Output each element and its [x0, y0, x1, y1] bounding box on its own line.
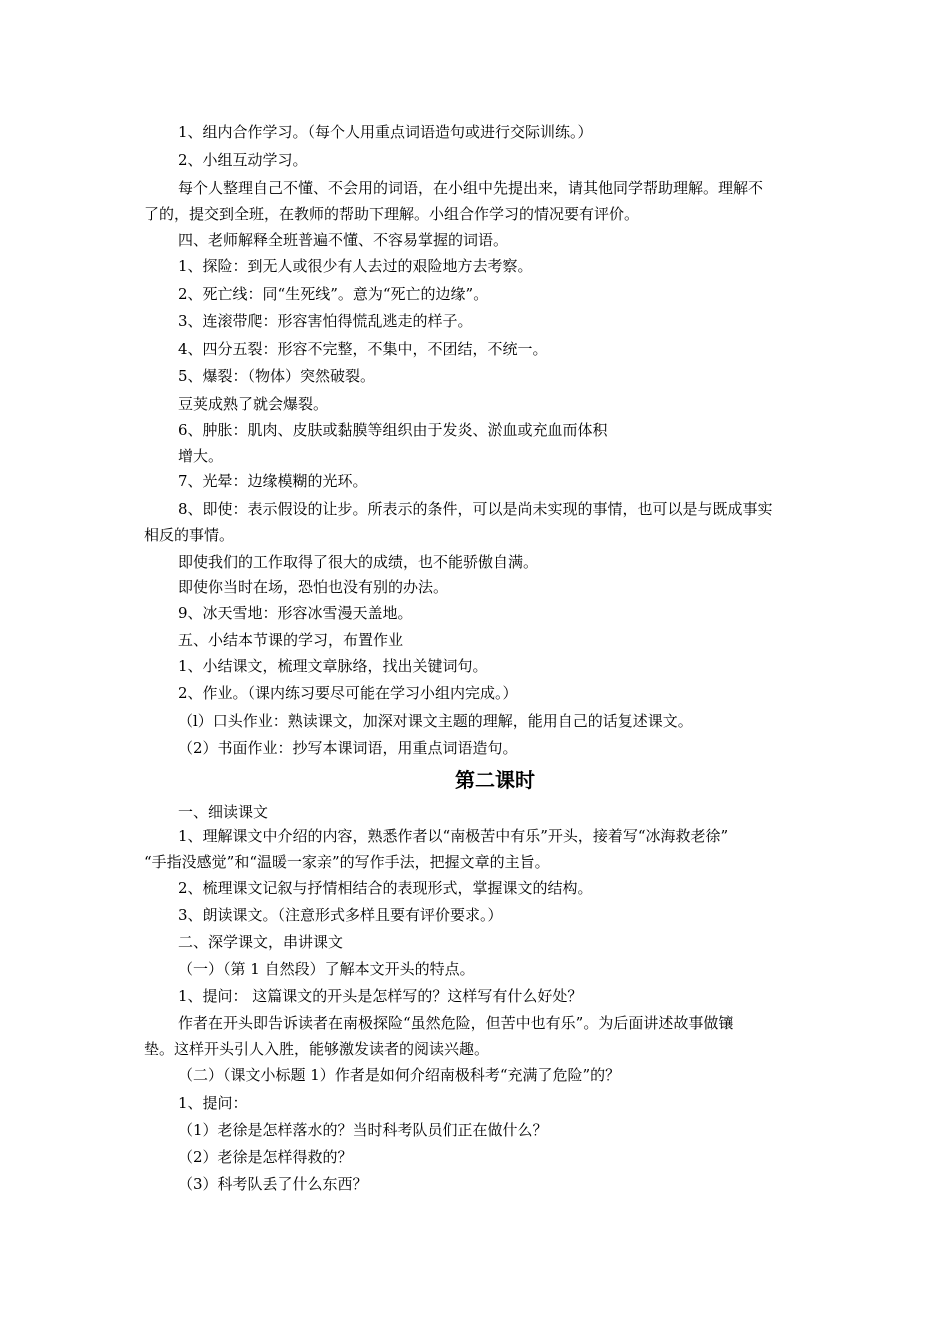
text-line: 每个人整理自己不懂、不会用的词语，在小组中先提出来，请其他同学帮助理解。理解不: [178, 179, 764, 197]
text-line: 作者在开头即告诉读者在南极探险“虽然危险，但苦中也有乐”。为后面讲述故事做镶: [178, 1014, 734, 1032]
text-line: 9、冰天雪地：形容冰雪漫天盖地。: [178, 604, 413, 622]
text-line: 1、探险：到无人或很少有人去过的艰险地方去考察。: [178, 257, 533, 275]
text-line: 相反的事情。: [144, 526, 235, 544]
text-line: 1、小结课文，梳理文章脉络，找出关键词句。: [178, 657, 488, 675]
text-line: 6、肿胀：肌肉、皮肤或黏膜等组织由于发炎、淤血或充血而体积: [178, 421, 608, 439]
text-line: （2）书面作业：抄写本课词语，用重点词语造句。: [178, 739, 518, 757]
text-line: 1、提问：: [178, 1094, 248, 1112]
text-line: 5、爆裂：（物体）突然破裂。: [178, 367, 376, 385]
text-line: 即使我们的工作取得了很大的成绩，也不能骄傲自满。: [178, 553, 539, 571]
text-line: （3）科考队丢了什么东西？: [178, 1175, 368, 1193]
text-line: （l）口头作业：熟读课文，加深对课文主题的理解，能用自己的话复述课文。: [178, 712, 693, 730]
text-line: （二）（课文小标题 1）作者是如何介绍南极科考“充满了危险”的？: [178, 1066, 621, 1084]
text-line: 2、小组互动学习。: [178, 151, 308, 169]
text-line: 4、四分五裂：形容不完整，不集中，不团结，不统一。: [178, 340, 548, 358]
text-line: 1、提问： 这篇课文的开头是怎样写的？这样写有什么好处？: [178, 987, 583, 1005]
text-line: “手指没感觉”和“温暖一家亲”的写作手法，把握文章的主旨。: [144, 853, 550, 871]
text-line: 四、老师解释全班普遍不懂、不容易掌握的词语。: [178, 231, 509, 249]
text-line: 2、作业。（课内练习要尽可能在学习小组内完成。）: [178, 684, 518, 702]
text-line: 2、死亡线：同“生死线”。意为“死亡的边缘”。: [178, 285, 489, 303]
text-line: 垫。这样开头引人入胜，能够激发读者的阅读兴趣。: [144, 1040, 490, 1058]
text-line: 了的，提交到全班，在教师的帮助下理解。小组合作学习的情况要有评价。: [144, 205, 640, 223]
text-line: 增大。: [178, 447, 224, 465]
text-line: 豆荚成熟了就会爆裂。: [178, 395, 329, 413]
text-line: 一、细读课文: [178, 803, 269, 821]
text-line: 7、光晕：边缘模糊的光环。: [178, 472, 368, 490]
text-line: （1）老徐是怎样落水的？当时科考队员们正在做什么？: [178, 1121, 548, 1139]
text-line: 1、组内合作学习。（每个人用重点词语造句或进行交际训练。）: [178, 123, 593, 141]
section-heading: 第二课时: [455, 768, 535, 792]
text-line: 2、梳理课文记叙与抒情相结合的表现形式，掌握课文的结构。: [178, 879, 593, 897]
text-line: 1、理解课文中介绍的内容，熟悉作者以“南极苦中有乐”开头，接着写“冰海救老徐”: [178, 827, 729, 845]
text-line: 3、连滚带爬：形容害怕得慌乱逃走的样子。: [178, 312, 473, 330]
text-line: 即使你当时在场，恐怕也没有别的办法。: [178, 578, 449, 596]
text-line: （一）（第 1 自然段）了解本文开头的特点。: [178, 960, 475, 978]
text-line: （2）老徐是怎样得救的？: [178, 1148, 353, 1166]
text-line: 二、深学课文，串讲课文: [178, 933, 344, 951]
text-line: 8、即使：表示假设的让步。所表示的条件，可以是尚未实现的事情，也可以是与既成事实: [178, 500, 773, 518]
text-line: 3、朗读课文。（注意形式多样且要有评价要求。）: [178, 906, 503, 924]
text-line: 五、小结本节课的学习，布置作业: [178, 631, 404, 649]
